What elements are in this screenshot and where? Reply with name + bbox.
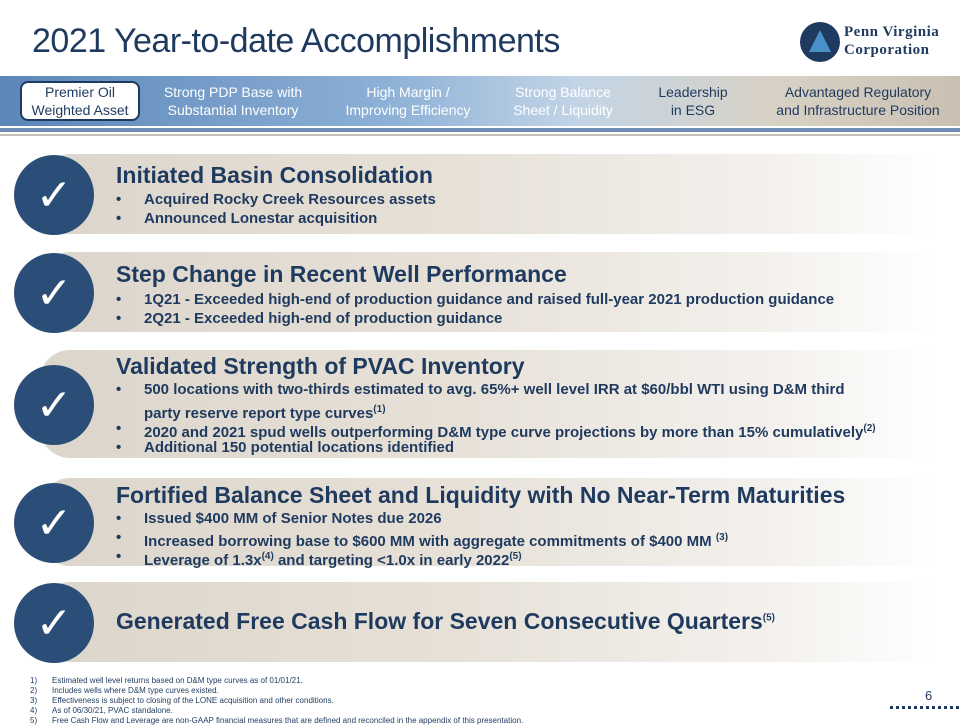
- checkmark-icon: ✓: [14, 155, 94, 235]
- bullet-icon: •: [116, 291, 122, 308]
- bullet-text: 1Q21 - Exceeded high-end of production guidance and raised full-year 2021 production guidance: [144, 291, 835, 308]
- bullet-text: 500 locations with two-thirds estimated to avg. 65%+ well level IRR at $60/bbl WTI using D&M third: [144, 381, 845, 398]
- bullet-text: and targeting <1.0x in early 2022: [273, 552, 510, 569]
- footnote: [30, 686, 523, 696]
- footnote-text: Estimated well level returns based on D&M type curves as of 01/01/21.: [52, 676, 303, 685]
- bullet-icon: •: [116, 191, 122, 208]
- footnote-ref: (4): [261, 551, 274, 562]
- logo-text-line1: Penn Virginia: [844, 24, 940, 40]
- checkmark-icon: ✓: [14, 253, 94, 333]
- theme-navigation-bar: [0, 76, 960, 126]
- nav-tab-high-margin[interactable]: High Margin / Improving Efficiency: [345, 84, 471, 118]
- checkmark-icon: ✓: [14, 365, 94, 445]
- footnote-ref: (2): [863, 423, 876, 434]
- footnote-text: As of 06/30/21, PVAC standalone.: [52, 706, 173, 715]
- bullet-text: Announced Lonestar acquisition: [144, 210, 378, 227]
- bullet-text: Leverage of 1.3x: [144, 552, 262, 569]
- footnote: [30, 676, 523, 686]
- divider: [0, 128, 960, 132]
- decorative-dots: [890, 706, 960, 709]
- bullet-text: 2020 and 2021 spud wells outperforming D&M type curve projections by more than 15% cumulatively: [144, 424, 864, 441]
- footnote-number: 3): [30, 696, 38, 705]
- bullet-icon: •: [116, 548, 122, 565]
- checkmark-icon: ✓: [14, 483, 94, 563]
- logo-triangle-icon: [809, 30, 831, 52]
- bullet-text: Acquired Rocky Creek Resources assets: [144, 191, 436, 208]
- company-logo: [800, 20, 950, 64]
- page-number: 6: [925, 688, 933, 703]
- bullet-icon: •: [116, 510, 122, 527]
- footnote: [30, 716, 523, 726]
- bullet-icon: •: [116, 381, 122, 398]
- nav-tab-balance-sheet[interactable]: Strong Balance Sheet / Liquidity: [513, 84, 613, 118]
- section-heading: [116, 608, 775, 635]
- footnote-number: 5): [30, 716, 38, 725]
- section-heading-text: Generated Free Cash Flow for Seven Consecutive Quarters: [116, 608, 763, 634]
- section-heading: Validated Strength of PVAC Inventory: [116, 353, 525, 379]
- bullet-text: 2Q21 - Exceeded high-end of production guidance: [144, 310, 503, 327]
- bullet-text: party reserve report type curves: [144, 405, 374, 422]
- bullet-icon: •: [116, 439, 122, 456]
- footnote: [30, 706, 523, 716]
- nav-tab-strong-pdp[interactable]: Strong PDP Base with Substantial Inventory: [163, 84, 303, 118]
- bullet-icon: •: [116, 310, 122, 327]
- divider: [0, 134, 960, 136]
- footnote-text: Free Cash Flow and Leverage are non-GAAP financial measures that are defined and reconciled in the appendix of this presentation.: [52, 716, 524, 725]
- bullet-icon: •: [116, 420, 122, 437]
- bullet-icon: •: [116, 210, 122, 227]
- bullet-text: Increased borrowing base to $600 MM with aggregate commitments of $400 MM: [144, 533, 716, 550]
- section-heading: Initiated Basin Consolidation: [116, 162, 433, 188]
- logo-text-line2: Corporation: [844, 42, 930, 58]
- footnote-ref: (5): [762, 612, 775, 624]
- footnote-number: 2): [30, 686, 38, 695]
- footnote-text: Includes wells where D&M type curves existed.: [52, 686, 219, 695]
- page-title: 2021 Year-to-date Accomplishments: [32, 22, 560, 60]
- checkmark-icon: ✓: [14, 583, 94, 663]
- nav-tab-premier-oil[interactable]: Premier Oil Weighted Asset: [20, 81, 140, 121]
- footnote-text: Effectiveness is subject to closing of the LONE acquisition and other conditions.: [52, 696, 334, 705]
- bullet-text: Issued $400 MM of Senior Notes due 2026: [144, 510, 442, 527]
- footnotes: [30, 676, 523, 726]
- bullet-text: Additional 150 potential locations identified: [144, 439, 455, 456]
- nav-tab-esg[interactable]: Leadership in ESG: [658, 84, 728, 118]
- footnote-ref: (3): [715, 532, 729, 543]
- section-heading: Step Change in Recent Well Performance: [116, 261, 567, 287]
- footnote-ref: (5): [509, 551, 522, 562]
- footnote-number: 4): [30, 706, 38, 715]
- bullet-icon: •: [116, 529, 122, 546]
- footnote-ref: (1): [373, 404, 386, 415]
- footnote: [30, 696, 523, 706]
- section-heading: Fortified Balance Sheet and Liquidity with No Near-Term Maturities: [116, 482, 846, 508]
- footnote-number: 1): [30, 676, 38, 685]
- nav-tab-regulatory[interactable]: Advantaged Regulatory and Infrastructure Position: [776, 84, 940, 118]
